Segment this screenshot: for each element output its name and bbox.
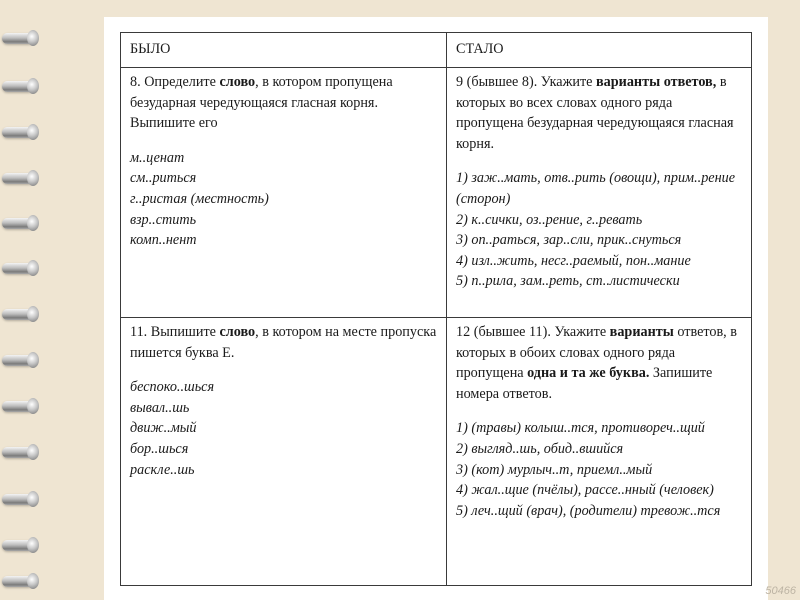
spiral-ring-icon	[2, 263, 34, 274]
task-text-bold: слово	[219, 324, 256, 340]
answer-option: 2) выгляд..шь, обид..вшийся	[456, 440, 624, 457]
table-row	[121, 68, 752, 318]
answer-option: 1) заж..мать, отв..рить (овощи), прим..рение (сторон)	[456, 170, 736, 207]
task-text	[130, 322, 437, 363]
spiral-ring-icon	[2, 355, 34, 366]
spiral-ring-icon	[2, 540, 34, 551]
word-item: вывал..шь	[130, 399, 190, 416]
answer-option: 4) изл..жить, несг..раемый, пон..мание	[456, 252, 691, 269]
spiral-ring-icon	[2, 81, 34, 92]
spiral-ring-icon	[2, 447, 34, 458]
task-text-bold: одна и та же буква.	[527, 365, 650, 382]
task-text-bold: варианты ответов,	[596, 74, 717, 90]
task-text	[130, 72, 437, 134]
word-item: бор..шься	[130, 440, 189, 457]
task-text-part: в которых во всех словах одного ряда пропущена безударная чередующаяся гласная корня.	[456, 74, 734, 152]
task-text	[456, 322, 742, 404]
answer-option: 5) леч..щий (врач), (родители) тревож..тся	[456, 502, 721, 519]
task-text-part: , в котором на месте пропуска пишется буква Е.	[130, 324, 437, 361]
spiral-ring-icon	[2, 173, 34, 184]
table-row	[121, 318, 752, 586]
word-item: комп..нент	[130, 232, 197, 249]
spiral-ring-icon	[2, 576, 34, 587]
answer-option: 3) оп..раться, зар..сли, прик..снуться	[456, 232, 682, 249]
word-item: м..ценат	[130, 149, 185, 166]
header-old: БЫЛО	[121, 33, 447, 68]
old-task-cell	[121, 68, 447, 318]
new-task-cell	[447, 68, 752, 318]
word-item: движ..мый	[130, 420, 197, 437]
header-new: СТАЛО	[447, 33, 752, 68]
word-item: см..риться	[130, 170, 197, 187]
task-text-part: 8. Определите	[130, 74, 220, 90]
word-item: раскле..шь	[130, 461, 195, 478]
word-item: г..ристая (местность)	[130, 190, 269, 207]
notebook-spiral-binding	[0, 0, 40, 600]
answer-option: 5) п..рила, зам..реть, ст..листически	[456, 273, 680, 290]
old-task-cell	[121, 318, 447, 586]
answer-option: 4) жал..щие (пчёлы), рассе..нный (человек)	[456, 482, 714, 499]
spiral-ring-icon	[2, 218, 34, 229]
spiral-ring-icon	[2, 309, 34, 320]
spiral-ring-icon	[2, 33, 34, 44]
task-text-part: ответов, в которых в обоих словах одного ряда пропущена	[456, 324, 737, 382]
task-text-bold: слово	[219, 74, 256, 90]
task-text-part: , в котором пропущена безударная чередующаяся гласная корня. Выпишите его	[130, 74, 393, 132]
answer-option: 1) (травы) колыш..тся, противореч..щий	[456, 420, 705, 437]
watermark: 50466	[765, 585, 796, 597]
word-item: взр..стить	[130, 211, 197, 228]
answer-option: 2) к..сички, оз..рение, г..ревать	[456, 211, 643, 228]
spiral-ring-icon	[2, 494, 34, 505]
task-text-part: 12 (бывшее 11). Укажите	[456, 324, 610, 340]
answer-option: 3) (кот) мурлыч..т, приемл..мый	[456, 461, 653, 478]
task-text-part: 9 (бывшее 8). Укажите	[456, 74, 597, 90]
table-header-row	[121, 33, 752, 68]
comparison-table	[120, 32, 752, 586]
task-text-part: 11. Выпишите	[130, 324, 220, 340]
new-task-cell	[447, 318, 752, 586]
task-text	[456, 72, 742, 154]
spiral-ring-icon	[2, 401, 34, 412]
task-text-part: Запишите номера ответов.	[456, 365, 713, 402]
task-text-bold: варианты	[609, 324, 674, 340]
spiral-ring-icon	[2, 127, 34, 138]
word-item: беспоко..шься	[130, 379, 215, 396]
